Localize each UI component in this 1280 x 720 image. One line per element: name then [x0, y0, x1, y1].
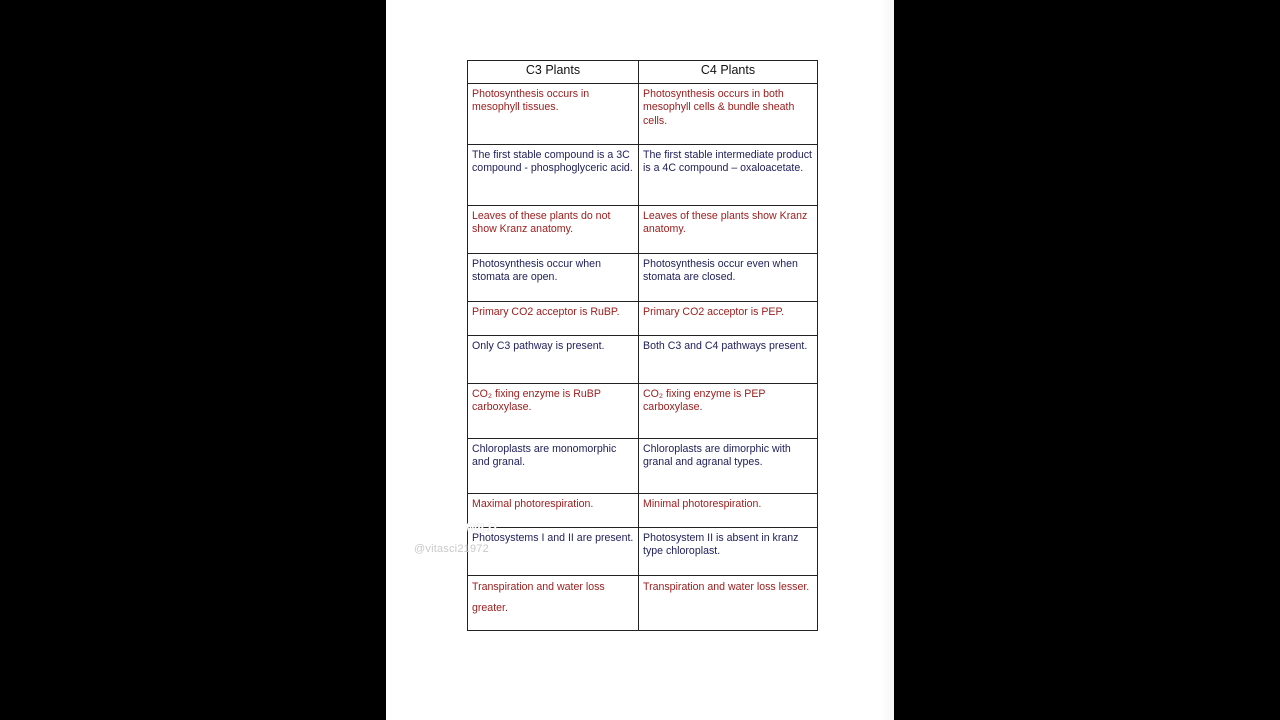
c3-cell: Leaves of these plants do not show Kranz anatomy.	[468, 206, 639, 254]
c4-cell: CO₂ fixing enzyme is PEP carboxylase.	[639, 384, 818, 439]
c3-cell: CO₂ fixing enzyme is RuBP carboxylase.	[468, 384, 639, 439]
c4-cell: The first stable intermediate product is a 4C compound – oxaloacetate.	[639, 145, 818, 206]
table-row	[468, 576, 818, 631]
c3-cell: Photosynthesis occurs in mesophyll tissues.	[468, 84, 639, 145]
c3-cell: Maximal photorespiration.	[468, 494, 639, 528]
c3-c4-comparison-table	[467, 60, 818, 631]
table-row	[468, 302, 818, 336]
document-page	[386, 0, 894, 720]
watermark-handle: @vitasci21972	[414, 543, 489, 555]
table-row	[468, 439, 818, 494]
c4-cell: Photosynthesis occurs in both mesophyll cells & bundle sheath cells.	[639, 84, 818, 145]
table-row	[468, 528, 818, 576]
c3-cell: Photosynthesis occur when stomata are open.	[468, 254, 639, 302]
c4-cell: Minimal photorespiration.	[639, 494, 818, 528]
table-row	[468, 254, 818, 302]
table-row	[468, 84, 818, 145]
table-row	[468, 145, 818, 206]
table-header-row	[468, 61, 818, 84]
table-row	[468, 206, 818, 254]
c3-cell: Only C3 pathway is present.	[468, 336, 639, 384]
c4-cell: Leaves of these plants show Kranz anatomy.	[639, 206, 818, 254]
header-c3-plants: C3 Plants	[468, 61, 639, 84]
c3-cell: Photosystems I and II are present.	[468, 528, 639, 576]
c4-cell: Primary CO2 acceptor is PEP.	[639, 302, 818, 336]
c3-cell: Primary CO2 acceptor is RuBP.	[468, 302, 639, 336]
c4-cell: Transpiration and water loss lesser.	[639, 576, 818, 631]
c4-cell: Both C3 and C4 pathways present.	[639, 336, 818, 384]
c3-cell: Chloroplasts are monomorphic and granal.	[468, 439, 639, 494]
c3-cell: Transpiration and water loss greater.	[468, 576, 639, 631]
c4-cell: Photosystem II is absent in kranz type chloroplast.	[639, 528, 818, 576]
header-c4-plants: C4 Plants	[639, 61, 818, 84]
table-row	[468, 384, 818, 439]
c3-cell: The first stable compound is a 3C compound - phosphoglyceric acid.	[468, 145, 639, 206]
c4-cell: Photosynthesis occur even when stomata are closed.	[639, 254, 818, 302]
watermark-overlay: WILD	[466, 522, 497, 534]
c4-cell: Chloroplasts are dimorphic with granal and agranal types.	[639, 439, 818, 494]
table-row	[468, 336, 818, 384]
page-edge-shade	[880, 0, 894, 720]
